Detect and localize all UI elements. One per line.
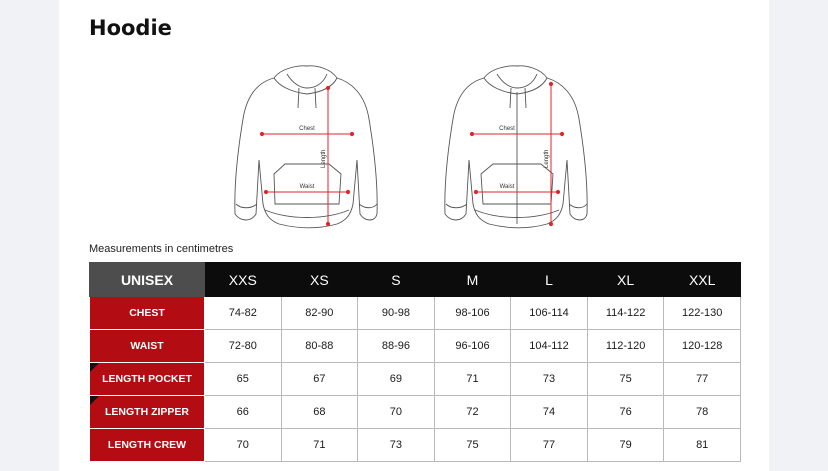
table-cell: 77 [511, 429, 588, 462]
table-cell: 96-106 [434, 330, 511, 363]
table-cell: 72-80 [205, 330, 282, 363]
size-header-xxl: XXL [664, 263, 741, 297]
table-cell: 68 [281, 396, 358, 429]
table-cell: 77 [664, 363, 741, 396]
table-cell: 75 [434, 429, 511, 462]
table-cell: 73 [358, 429, 435, 462]
table-row [90, 330, 741, 363]
size-header-m: M [434, 263, 511, 297]
row-label-length-crew: LENGTH CREW [90, 429, 205, 462]
table-cell: 98-106 [434, 297, 511, 330]
table-row [90, 396, 741, 429]
length-label: Length [544, 149, 550, 168]
size-header-xl: XL [587, 263, 664, 297]
table-cell: 71 [281, 429, 358, 462]
table-cell: 104-112 [511, 330, 588, 363]
size-header-l: L [511, 263, 588, 297]
table-cell: 80-88 [281, 330, 358, 363]
row-label-length-zipper: LENGTH ZIPPER [90, 396, 205, 429]
row-label-length-pocket: LENGTH POCKET [90, 363, 205, 396]
hoodie-back-illustration [439, 64, 589, 230]
table-cell: 78 [664, 396, 741, 429]
table-cell: 74-82 [205, 297, 282, 330]
row-label-chest: CHEST [90, 297, 205, 330]
measurement-caption: Measurements in centimetres [89, 243, 234, 255]
table-cell: 76 [587, 396, 664, 429]
chest-label: Chest [299, 126, 315, 132]
waist-label: Waist [299, 184, 315, 190]
table-cell: 65 [205, 363, 282, 396]
table-row [90, 363, 741, 396]
table-cell: 114-122 [587, 297, 664, 330]
table-cell: 82-90 [281, 297, 358, 330]
hoodie-front-diagram [229, 64, 379, 235]
table-cell: 81 [664, 429, 741, 462]
table-cell: 120-128 [664, 330, 741, 363]
hoodie-back-diagram [439, 64, 589, 235]
table-cell: 75 [587, 363, 664, 396]
page-title: Hoodie [89, 16, 172, 40]
table-cell: 66 [205, 396, 282, 429]
size-header-row [90, 263, 741, 297]
table-cell: 106-114 [511, 297, 588, 330]
unisex-header: UNISEX [90, 263, 205, 297]
waist-label: Waist [499, 184, 515, 190]
size-header-xs: XS [281, 263, 358, 297]
table-cell: 72 [434, 396, 511, 429]
table-cell: 88-96 [358, 330, 435, 363]
table-row [90, 297, 741, 330]
table-cell: 79 [587, 429, 664, 462]
length-label: Length [321, 149, 327, 168]
size-header-s: S [358, 263, 435, 297]
table-cell: 67 [281, 363, 358, 396]
table-cell: 69 [358, 363, 435, 396]
table-cell: 73 [511, 363, 588, 396]
table-cell: 90-98 [358, 297, 435, 330]
table-cell: 122-130 [664, 297, 741, 330]
table-row [90, 429, 741, 462]
table-cell: 70 [358, 396, 435, 429]
table-cell: 71 [434, 363, 511, 396]
chest-label: Chest [499, 126, 515, 132]
row-label-waist: WAIST [90, 330, 205, 363]
table-cell: 70 [205, 429, 282, 462]
table-cell: 74 [511, 396, 588, 429]
table-cell: 112-120 [587, 330, 664, 363]
hoodie-front-illustration [229, 64, 379, 230]
size-chart-table [89, 262, 741, 462]
size-guide-card [59, 0, 769, 471]
size-header-xxs: XXS [205, 263, 282, 297]
